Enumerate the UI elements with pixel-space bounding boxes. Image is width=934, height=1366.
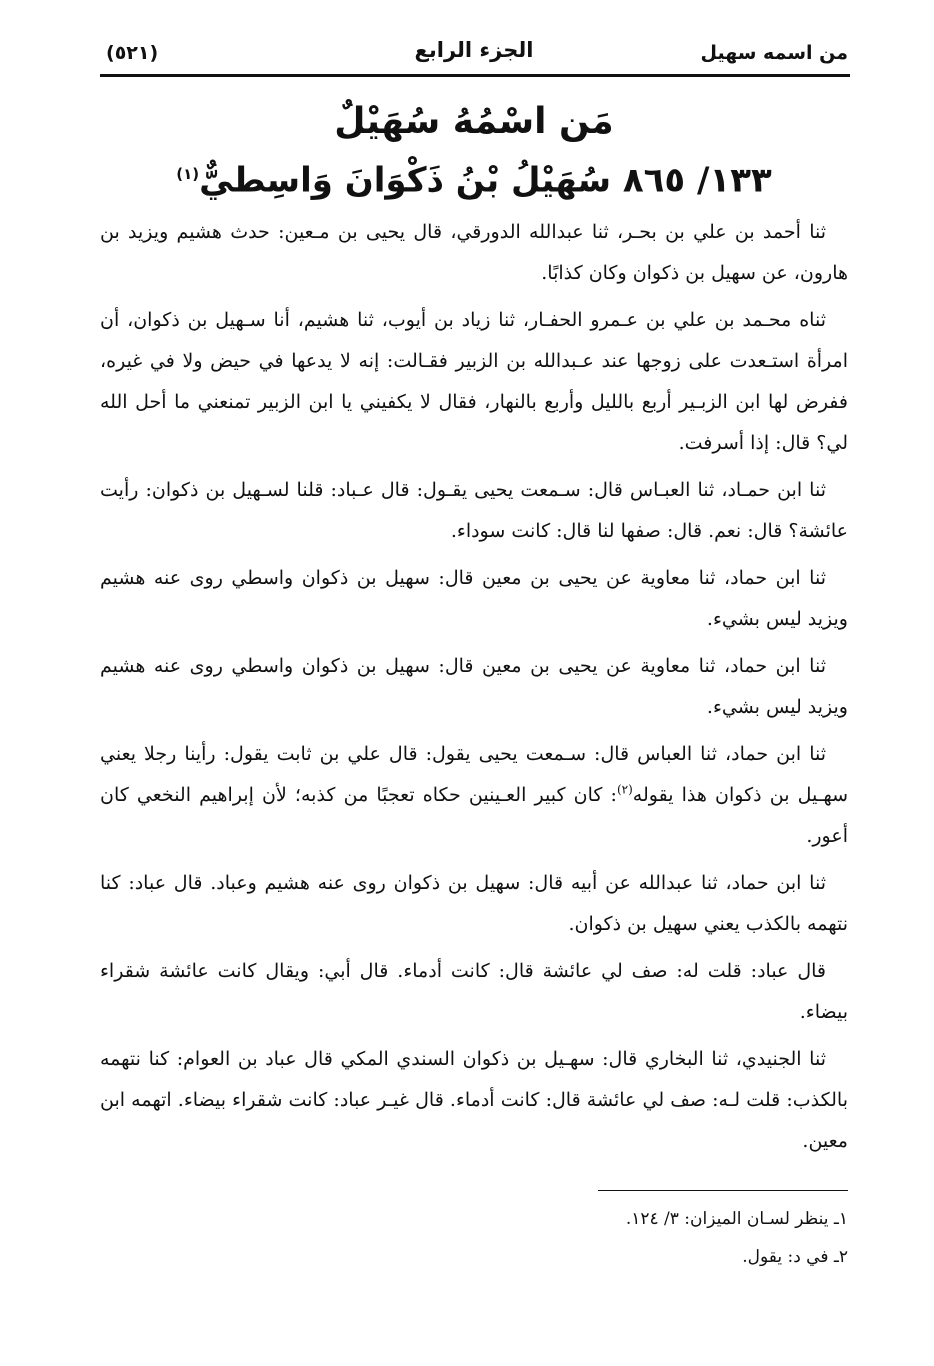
paragraph-text-after: : كان كبير العـينين حكاه تعجبًا من كذبه؛ لأن إبراهيم النخعي كان أعور. (100, 784, 848, 847)
paragraph: ثنا ابن حماد، ثنا معاوية عن يحيى بن معين قال: سهيل بن ذكوان واسطي روى عنه هشيم ويزيد ليس بشيء. (100, 567, 848, 630)
header-rule (100, 74, 850, 77)
paragraph: ثنا ابن حماد، ثنا معاوية عن يحيى بن معين قال: سهيل بن ذكوان واسطي روى عنه هشيم ويزيد ليس بشيء. (100, 655, 848, 718)
footnotes (348, 1200, 848, 1276)
paragraph: قال عباد: قلت له: صف لي عائشة قال: كانت أدماء. قال أبي: ويقال كانت عائشة شقراء بيضاء. (100, 960, 848, 1023)
paragraph: ثنا أحمد بن علي بن بحـر، ثنا عبدالله الدورقي، قال يحيى بن مـعين: حدث هشيم ويزيد بن هارون، عن سهيل بن ذكوان وكان كذابًا. (100, 221, 848, 284)
header-page-number: (٥٢١) (106, 42, 159, 64)
footnote: ١ـ ينظر لسـان الميزان: ٣/ ١٢٤. (625, 1209, 848, 1229)
body-text (100, 212, 848, 1168)
paragraph: ثناه محـمد بن علي بن عـمرو الحفـار، ثنا زياد بن أيوب، ثنا هشيم، أنا سـهيل بن ذكوان، أن امرأة استـعدت على زوجها عند عـبدالله بن الزبير فقـالت: إنه لا يدعها في حيض ولا في غيره، ففرض لها ابن الزبـير أربع بالليل وأربع بالنهار، فقال لا يكفيني يا ابن الزبير تمنعني ما أحل الله لي؟ قال: إذا أسرفت. (100, 309, 848, 454)
paragraph: ثنا ابن حمـاد، ثنا العبـاس قال: سـمعت يحيى يقـول: قال عـباد: قلنا لسـهيل بن ذكوان: رأيت عائشة؟ قال: نعم. قال: صفها لنا قال: كانت سوداء. (100, 479, 848, 542)
paragraph: ثنا الجنيدي، ثنا البخاري قال: سهـيل بن ذكوان السندي المكي قال عباد بن العوام: كنا نتهمه بالكذب: قلت لـه: صف لي عائشة قال: كانت أدماء. قال غيـر عباد: كانت شقراء بيضاء. اتهمه ابن معين. (100, 1048, 848, 1152)
paragraph: ثنا ابن حماد، ثنا عبدالله عن أبيه قال: سهيل بن ذكوان روى عنه هشيم وعباد. قال عباد: كنا نتهمه بالكذب يعني سهيل بن ذكوان. (100, 872, 848, 935)
entry-title (100, 152, 848, 202)
paragraph (100, 734, 848, 857)
footnote-rule (598, 1190, 848, 1191)
entry-title-text: ١٣٣/ ٨٦٥ سُهَيْلُ بْنُ ذَكْوَانَ وَاسِطيٌّ (199, 160, 772, 201)
footnote-ref-2: (٢) (616, 782, 633, 797)
footnote: ٢ـ في د: يقول. (742, 1247, 848, 1267)
chapter-title: مَن اسْمُهُ سُهَيْلٌ (334, 101, 614, 142)
running-header (100, 34, 848, 74)
header-volume: الجزء الرابع (414, 38, 534, 62)
header-section-title: من اسمه سهيل (700, 42, 848, 64)
paragraph-text-before: ثنا ابن حماد، ثنا العباس قال: سـمعت يحيى يقول: قال علي بن ثابت يقول: رأينا رجلا يعني سهـيل بن ذكوان هذا يقوله (100, 743, 848, 806)
footnote-ref-1: (١) (176, 165, 200, 183)
